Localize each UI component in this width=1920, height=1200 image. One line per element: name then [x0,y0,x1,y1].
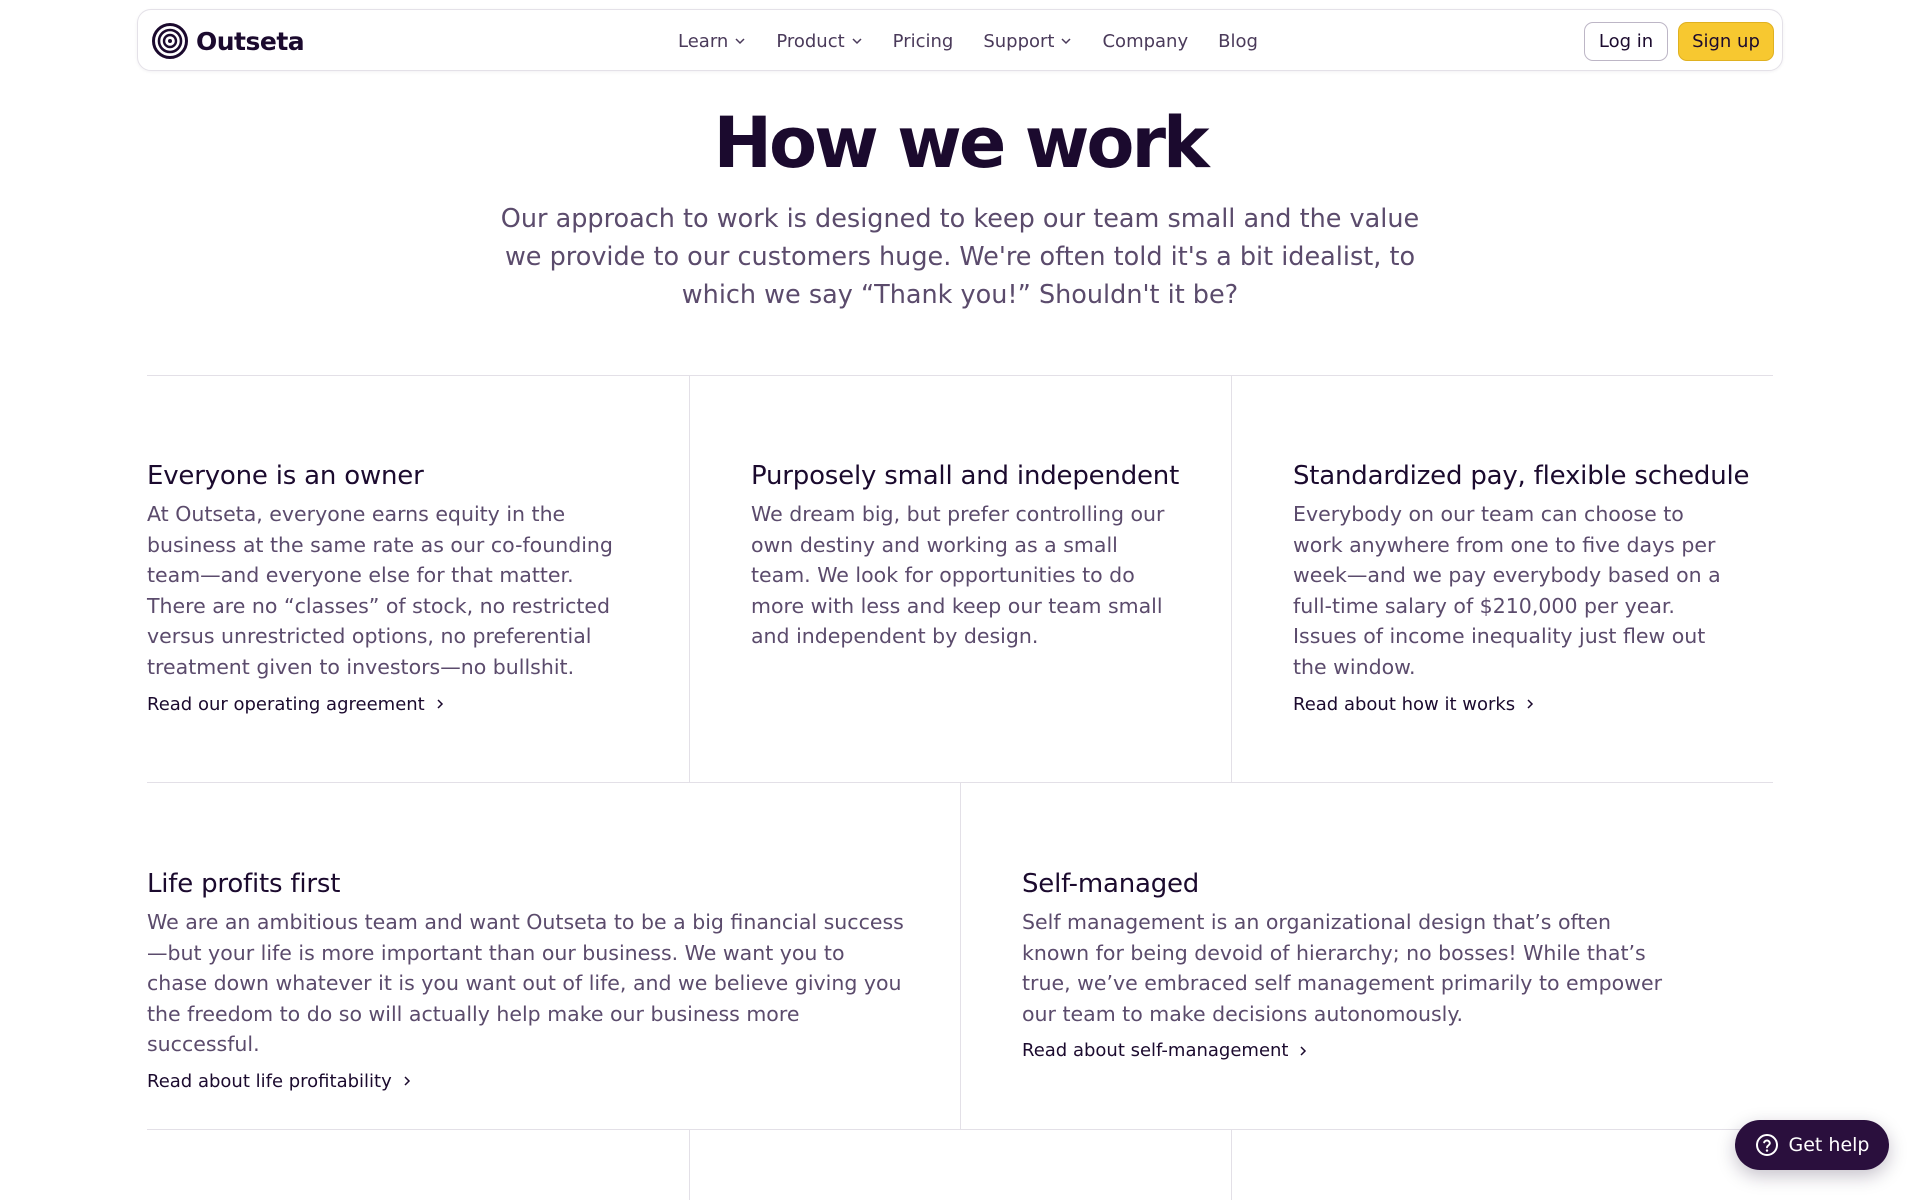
life-profitability-link[interactable] [147,1071,907,1092]
main-menu [678,10,1258,72]
card-title: Self-managed [1022,869,1200,899]
card-title: Life profits first [147,869,341,899]
card-body: We dream big, but prefer controlling our own destiny and working as a small team. We look for opportunities to do more with less and keep our team small and independent by design. [751,502,1165,649]
card-body: Everybody on our team can choose to work anywhere from one to five days per week—and we pay everybody based on a full-time salary of $210,000 per year. Issues of income inequality just flew out the window. [1293,502,1721,679]
chevron-down-icon [851,35,863,47]
nav-item-label: Blog [1218,30,1258,52]
nav-item-label: Support [983,30,1055,52]
link-label: Read about life profitability [147,1070,392,1092]
page-subtitle: Our approach to work is designed to keep our team small and the value we provide to our customers huge. We're often told it's a bit idealist, to which we say “Thank you!” Shouldn't it be? [500,204,1420,310]
nav-item-support[interactable] [983,31,1072,52]
card-purposely-small [751,459,1180,652]
grid-divider [1231,1129,1232,1200]
grid-divider [147,375,1773,376]
signup-button[interactable]: Sign up [1678,22,1774,61]
nav-item-learn[interactable] [678,31,746,52]
brand-name: Outseta [196,26,305,56]
operating-agreement-link[interactable] [147,694,627,715]
chevron-right-icon [402,1075,412,1087]
link-label: Read about how it works [1293,693,1516,715]
chevron-down-icon [1060,35,1072,47]
nav-item-label: Pricing [892,30,954,52]
nav-item-label: Product [776,30,845,52]
link-label: Read about self-management [1022,1040,1289,1062]
question-circle-icon [1755,1133,1779,1157]
page-title: How we work [713,102,1207,184]
card-standardized-pay [1293,459,1750,715]
grid-divider [147,1129,1773,1130]
chevron-down-icon [734,35,746,47]
chevron-right-icon [1298,1045,1308,1057]
nav-item-label: Learn [678,30,729,52]
grid-divider [689,1129,690,1200]
nav-item-product[interactable] [776,31,862,52]
card-life-profits-first [147,867,907,1092]
nav-item-label: Company [1102,30,1189,52]
nav-item-pricing[interactable] [893,31,954,52]
help-label: Get help [1788,1134,1870,1156]
chevron-right-icon [435,698,445,710]
grid-divider [960,782,961,1129]
chevron-right-icon [1525,698,1535,710]
concentric-circles-logo-icon [152,23,188,59]
brand-logo[interactable] [152,23,304,59]
grid-divider [1231,375,1232,782]
login-button[interactable]: Log in [1584,22,1668,61]
card-self-managed [1022,867,1682,1061]
card-body: Self management is an organizational design that’s often known for being devoid of hierarchy; no bosses! While that’s true, we’ve embraced self management primarily to empower our team to make decisions autonomously. [1022,910,1662,1026]
nav-item-blog[interactable] [1218,31,1258,52]
top-navigation [137,9,1783,71]
card-title: Everyone is an owner [147,461,424,491]
card-body: We are an ambitious team and want Outseta to be a big financial success—but your life is more important than our business. We want you to chase down whatever it is you want out of life, and we believe giving you the freedom to do so will actually help make our business more successful. [147,910,904,1057]
link-label: Read our operating agreement [147,693,425,715]
how-it-works-link[interactable] [1293,694,1723,715]
self-management-link[interactable] [1022,1040,1682,1061]
card-body: At Outseta, everyone earns equity in the business at the same rate as our co-founding team—and everyone else for that matter. There are no “classes” of stock, no restricted versus unrestricted options, no preferential treatment given to investors—no bullshit. [147,502,613,679]
get-help-button[interactable] [1735,1120,1889,1170]
card-title: Standardized pay, flexible schedule [1293,461,1750,491]
card-everyone-is-an-owner [147,459,627,715]
card-title: Purposely small and independent [751,461,1180,491]
grid-divider [689,375,690,782]
nav-item-company[interactable] [1102,31,1188,52]
